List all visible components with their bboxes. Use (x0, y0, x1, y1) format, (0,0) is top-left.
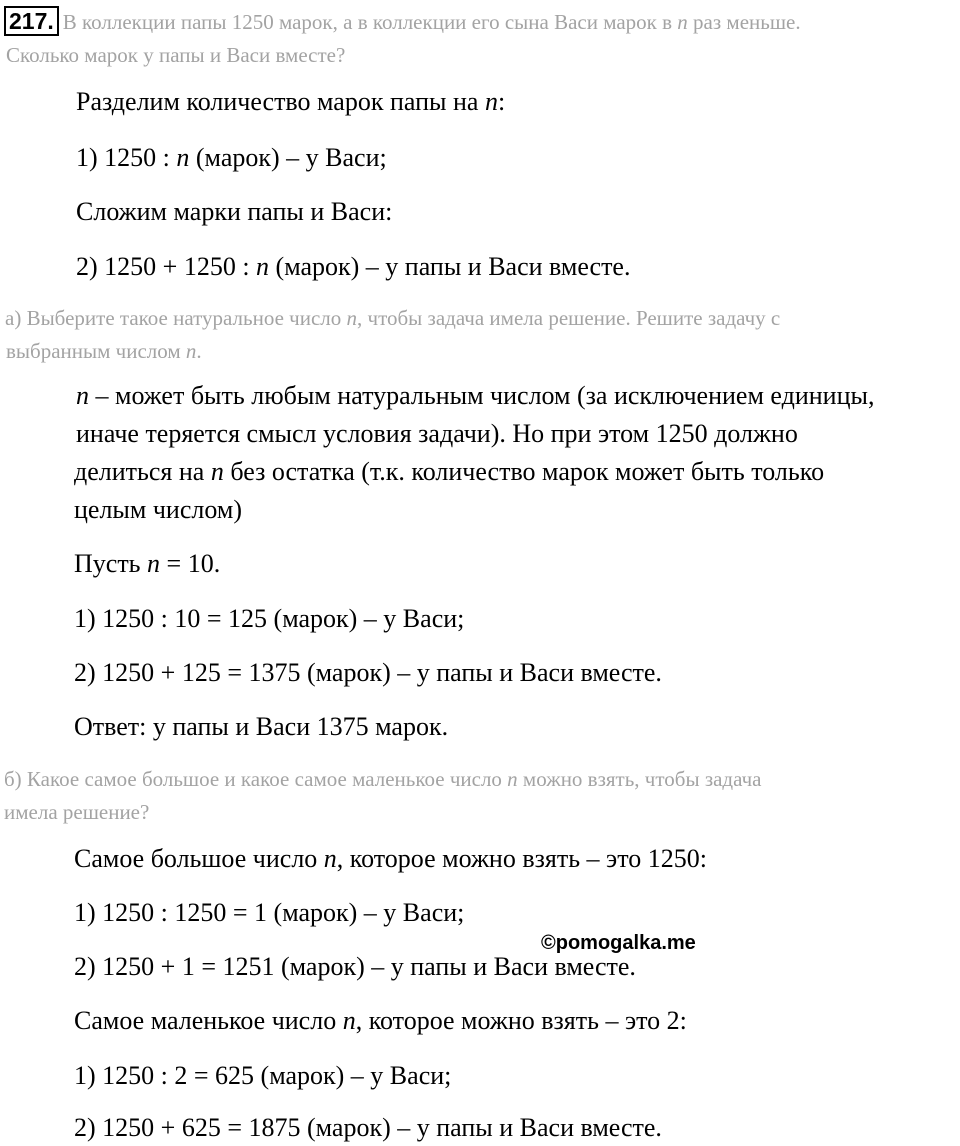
answer-a-line: 2) 1250 + 125 = 1375 (марок) – у папы и Васи вместе. (74, 658, 662, 687)
answer-a-line: целым числом) (74, 495, 242, 524)
question-a-line-2 (6, 338, 202, 364)
answer-text: без остатка (т.к. количество марок может быть только (223, 457, 825, 486)
answer-b-line: 1) 1250 : 2 = 625 (марок) – у Васи; (74, 1061, 452, 1090)
answer-b-line (74, 1005, 687, 1037)
variable-n: n (677, 10, 688, 34)
question-text: можно взять, чтобы задача (517, 767, 762, 791)
answer-b-line (74, 843, 707, 875)
solution-text: 1) 1250 : (76, 143, 177, 172)
answer-a-line (74, 548, 220, 580)
variable-n: n (346, 306, 358, 330)
variable-n: n (256, 252, 270, 281)
question-b-line-1 (4, 766, 761, 792)
answer-text: , которое можно взять – это 2: (355, 1006, 687, 1035)
answer-a-line (76, 380, 874, 412)
answer-text: , которое можно взять – это 1250: (336, 844, 707, 873)
solution-text: Разделим количество марок папы на (76, 87, 485, 116)
answer-text: Пусть (74, 549, 148, 578)
answer-b-line: 1) 1250 : 1250 = 1 (марок) – у Васи; (74, 898, 465, 927)
variable-n: n (507, 767, 518, 791)
answer-text: = 10. (160, 549, 221, 578)
variable-n: n (176, 143, 190, 172)
answer-text: Самое маленькое число (74, 1006, 343, 1035)
solution-line: Сложим марки папы и Васи: (76, 197, 393, 226)
question-text: , чтобы задача имела решение. Решите задачу с (357, 306, 781, 330)
question-text: а) Выберите такое натуральное число (5, 306, 347, 330)
watermark: ©pomogalka.me (541, 932, 696, 954)
problem-number: 217. (4, 6, 59, 36)
question-text: . (196, 339, 202, 363)
answer-text: Самое большое число (74, 844, 324, 873)
solution-text: 2) 1250 + 1250 : (76, 252, 257, 281)
task-text: раз меньше. (687, 10, 801, 34)
solution-line (76, 142, 387, 174)
answer-text: – может быть любым натуральным числом (за исключением единицы, (89, 381, 875, 410)
variable-n: n (323, 844, 337, 873)
solution-line (76, 251, 630, 283)
solution-text: (марок) – у Васи; (189, 143, 387, 172)
answer-a-line: 1) 1250 : 10 = 125 (марок) – у Васи; (74, 604, 465, 633)
question-a-line-1 (5, 305, 780, 331)
variable-n: n (147, 549, 161, 578)
solution-text: (марок) – у папы и Васи вместе. (269, 252, 631, 281)
answer-a-line: иначе теряется смысл условия задачи). Но при этом 1250 должно (76, 419, 798, 448)
answer-b-line: 2) 1250 + 1 = 1251 (марок) – у папы и Васи вместе. (74, 952, 636, 981)
task-line-2: Сколько марок у папы и Васи вместе? (6, 43, 346, 67)
variable-n: n (342, 1006, 356, 1035)
question-b-line-2: имела решение? (4, 800, 150, 824)
solution-line (76, 86, 505, 118)
answer-text: делиться на (74, 457, 211, 486)
solution-text: : (497, 87, 506, 116)
variable-n: n (76, 381, 89, 410)
variable-n: n (484, 87, 498, 116)
answer-a-final: Ответ: у папы и Васи 1375 марок. (74, 712, 449, 741)
task-text: В коллекции папы 1250 марок, а в коллекции его сына Васи марок в (62, 10, 678, 34)
answer-b-line: 2) 1250 + 625 = 1875 (марок) – у папы и Васи вместе. (74, 1113, 662, 1142)
question-text: выбранным числом (6, 339, 186, 363)
variable-n: n (185, 339, 197, 363)
variable-n: n (210, 457, 224, 486)
answer-a-line (74, 456, 824, 488)
task-line-1 (4, 6, 801, 36)
question-text: б) Какое самое большое и какое самое маленькое число (4, 767, 508, 791)
